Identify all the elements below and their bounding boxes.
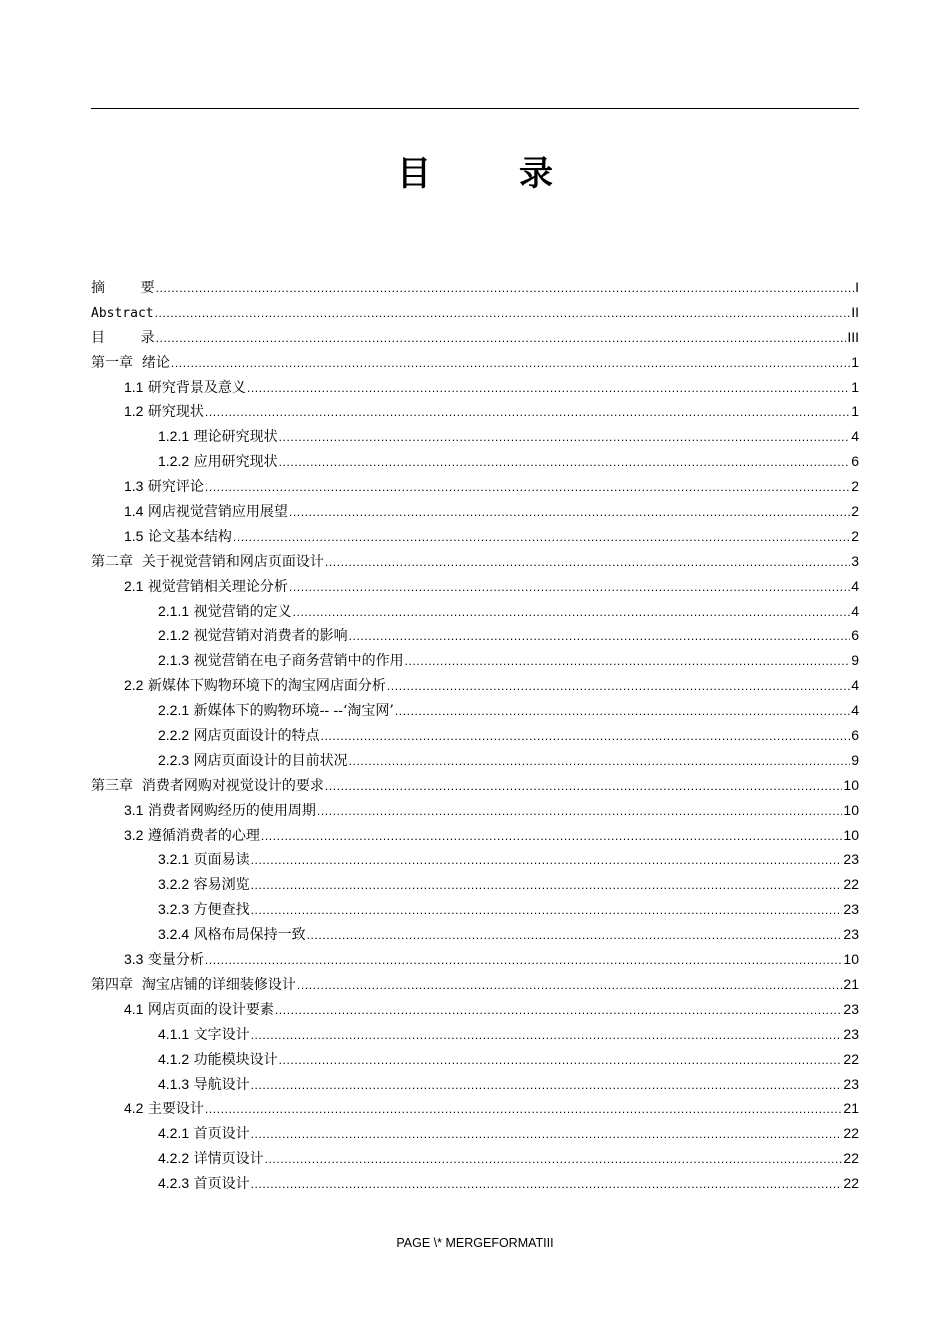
toc-dot-leader: [251, 848, 843, 873]
toc-page-number: 6: [851, 727, 859, 744]
toc-entry[interactable]: [91, 1022, 859, 1047]
toc-entry-text: 功能模块设计: [193, 1051, 278, 1068]
toc-page-number: 22: [843, 1050, 859, 1067]
toc-dot-leader: [251, 898, 843, 923]
toc-dot-leader: [349, 624, 851, 649]
toc-entry-number: 1.5: [124, 527, 144, 544]
toc-dot-leader: [293, 600, 851, 625]
toc-dot-leader: [155, 301, 851, 326]
toc-entry[interactable]: [91, 1047, 859, 1072]
toc-entry-title: [124, 399, 204, 425]
toc-entry-title: [124, 375, 246, 401]
toc-page-number: 22: [843, 1175, 859, 1192]
toc-entry-number: 2.1.3: [158, 652, 190, 669]
toc-entry-title: [91, 351, 170, 376]
toc-entry-text: 页面易读: [193, 852, 250, 869]
toc-entry-number: 2.1.1: [158, 602, 190, 619]
toc-entry[interactable]: [91, 897, 859, 922]
toc-entry-title: [124, 798, 316, 824]
toc-dot-leader: [251, 1122, 843, 1147]
header-rule: [91, 108, 859, 109]
toc-entry-text: 变量分析: [147, 952, 204, 969]
toc-entry-text: 视觉营销相关理论分析: [147, 578, 288, 595]
toc-dot-leader: [289, 500, 850, 525]
toc-page-number: 3: [851, 552, 859, 569]
toc-entry-title: [91, 326, 155, 351]
toc-entry-number: 3.2.2: [158, 876, 190, 893]
toc-entry-title: [124, 1096, 204, 1122]
toc-entry-text: 第一章 绪论: [91, 354, 170, 371]
toc-dot-leader: [205, 400, 850, 425]
toc-entry[interactable]: [91, 300, 859, 325]
toc-entry-title: [158, 723, 320, 749]
toc-entry[interactable]: [91, 623, 859, 648]
toc-dot-leader: [279, 1048, 843, 1073]
toc-page-number: II: [851, 303, 859, 320]
toc-entry-text: 遵循消费者的心理: [147, 827, 260, 844]
toc-entry-title: [158, 424, 278, 450]
toc-page-number: 23: [843, 901, 859, 918]
toc-entry-text: 文字设计: [193, 1026, 250, 1043]
toc-entry-title: [91, 276, 155, 301]
toc-entry-number: 3.2.1: [158, 851, 190, 868]
toc-entry-number: 1.1: [124, 378, 144, 395]
toc-page-number: 23: [843, 926, 859, 943]
toc-entry-text: 研究背景及意义: [147, 379, 246, 396]
toc-entry-number: 3.2.4: [158, 926, 190, 943]
toc-entry-text: 论文基本结构: [147, 528, 232, 545]
toc-entry-text: 详情页设计: [193, 1151, 264, 1168]
toc-entry-number: 4.2.3: [158, 1175, 190, 1192]
toc-dot-leader: [205, 1097, 843, 1122]
toc-page-number: 10: [843, 951, 859, 968]
toc-entry-number: 2.1.2: [158, 627, 190, 644]
title-char-2: 录: [519, 154, 553, 194]
toc-page-number: 21: [843, 1100, 859, 1117]
toc-page-number: 4: [851, 702, 859, 719]
toc-entry-text: 首页设计: [193, 1126, 250, 1143]
toc-page-number: 1: [851, 403, 859, 420]
toc-entry[interactable]: [91, 997, 859, 1022]
toc-entry[interactable]: [91, 698, 859, 723]
toc-dot-leader: [171, 351, 850, 376]
toc-dot-leader: [156, 326, 847, 351]
toc-entry-title: [158, 872, 250, 898]
toc-entry[interactable]: [91, 499, 859, 524]
toc-entry-title: [91, 973, 296, 998]
toc-dot-leader: [395, 699, 850, 724]
toc-page-number: 22: [843, 1125, 859, 1142]
toc-entry-number: 4.1.3: [158, 1075, 190, 1092]
toc-page-number: I: [855, 279, 859, 295]
toc-entry-text: 视觉营销的定义: [193, 603, 292, 620]
toc-entry-title: [124, 524, 232, 550]
toc-entry-number: 4.2.1: [158, 1125, 190, 1142]
toc-entry[interactable]: [91, 1171, 859, 1196]
toc-dot-leader: [279, 425, 851, 450]
toc-entry-text: 研究现状: [147, 404, 204, 421]
toc-entry-number: 2.1: [124, 577, 144, 594]
toc-entry[interactable]: [91, 474, 859, 499]
toc-entry-text: Abstract: [91, 305, 154, 321]
toc-entry-title: [158, 1047, 278, 1073]
toc-page-number: 10: [843, 801, 859, 818]
toc-entry-text: 应用研究现状: [193, 454, 278, 471]
toc-entry-number: 4.2.2: [158, 1150, 190, 1167]
toc-entry-text: 第四章 淘宝店铺的详细装修设计: [91, 976, 296, 993]
toc-page-number: 23: [843, 1075, 859, 1092]
toc-entry[interactable]: [91, 325, 859, 350]
toc-entry[interactable]: [91, 1096, 859, 1121]
toc-entry[interactable]: [91, 399, 859, 424]
toc-entry[interactable]: [91, 275, 859, 300]
toc-entry-text: 方便查找: [193, 902, 250, 919]
toc-page-number: 10: [843, 776, 859, 793]
toc-entry-text: 消费者网购经历的使用周期: [147, 802, 316, 819]
toc-entry-text: 第二章 关于视觉营销和网店页面设计: [91, 553, 324, 570]
toc-dot-leader: [205, 475, 850, 500]
toc-entry-title: [124, 947, 204, 973]
toc-entry[interactable]: [91, 847, 859, 872]
toc-entry-title: [158, 897, 250, 923]
toc-page-number: 23: [843, 851, 859, 868]
toc-page-number: 4: [851, 602, 859, 619]
toc-dot-leader: [387, 674, 850, 699]
toc-page-number: 4: [851, 677, 859, 694]
toc-entry[interactable]: [91, 449, 859, 474]
toc-entry-number: 4.1.1: [158, 1025, 190, 1042]
toc-entry-number: 2.2.3: [158, 751, 190, 768]
toc-entry-title: [158, 847, 250, 873]
toc-page-number: 6: [851, 453, 859, 470]
toc-entry-text: 风格布局保持一致: [193, 927, 306, 944]
toc-dot-leader: [265, 1147, 843, 1172]
toc-entry-title: [91, 774, 324, 799]
toc-entry-text: 研究评论: [147, 479, 204, 496]
toc-dot-leader: [261, 824, 843, 849]
toc-entry-text: 目 录: [91, 329, 155, 346]
toc-page-number: 22: [843, 1150, 859, 1167]
toc-entry-number: 1.2.1: [158, 428, 190, 445]
toc-entry-text: 新媒体下购物环境下的淘宝网店面分析: [147, 678, 386, 695]
toc-entry[interactable]: [91, 823, 859, 848]
toc-entry-text: 网店页面的设计要素: [147, 1001, 274, 1018]
toc-entry-title: [124, 474, 204, 500]
toc-entry-number: 1.2: [124, 403, 144, 420]
toc-entry-number: 2.2: [124, 677, 144, 694]
toc-entry-text: 第三章 消费者网购对视觉设计的要求: [91, 777, 324, 794]
toc-entry-title: [124, 823, 260, 849]
toc-entry-title: [158, 648, 404, 674]
toc-entry[interactable]: [91, 1146, 859, 1171]
toc-dot-leader: [325, 774, 843, 799]
toc-page-number: 1: [851, 353, 859, 370]
toc-page-number: 23: [843, 1000, 859, 1017]
toc-entry[interactable]: [91, 350, 859, 375]
toc-dot-leader: [405, 649, 851, 674]
toc-entry-title: [158, 1146, 264, 1172]
toc-entry-text: 摘 要: [91, 280, 155, 296]
toc-entry-number: 3.1: [124, 801, 144, 818]
toc-page-number: 2: [851, 478, 859, 495]
toc-dot-leader: [247, 376, 850, 401]
toc-entry-title: [124, 997, 274, 1023]
toc-entry-number: 4.2: [124, 1100, 144, 1117]
toc-dot-leader: [156, 276, 855, 301]
toc-entry[interactable]: [91, 723, 859, 748]
toc-entry-title: [158, 1171, 250, 1197]
toc-dot-leader: [251, 1023, 843, 1048]
title-char-1: 目: [397, 154, 431, 194]
toc-entry-title: [124, 574, 288, 600]
toc-page-number: 4: [851, 428, 859, 445]
toc-entry[interactable]: [91, 972, 859, 997]
toc-entry-title: [124, 499, 288, 525]
toc-entry-text: 新媒体下的购物环境-- --‘淘宝网’: [193, 703, 394, 720]
toc-page-number: III: [847, 328, 859, 345]
toc-entry[interactable]: [91, 524, 859, 549]
toc-entry[interactable]: [91, 424, 859, 449]
toc-entry-title: [158, 449, 278, 475]
toc-entry[interactable]: [91, 922, 859, 947]
toc-dot-leader: [251, 1073, 843, 1098]
toc-entry[interactable]: [91, 748, 859, 773]
toc-entry-text: 视觉营销在电子商务营销中的作用: [193, 653, 404, 670]
toc-entry-title: [158, 1072, 250, 1098]
toc-entry-number: 1.3: [124, 478, 144, 495]
toc-entry[interactable]: [91, 549, 859, 574]
toc-entry-title: [158, 748, 348, 774]
toc-entry-number: 1.2.2: [158, 453, 190, 470]
toc-dot-leader: [297, 973, 843, 998]
table-of-contents: [91, 275, 859, 1196]
toc-entry-title: [158, 1022, 250, 1048]
toc-entry[interactable]: [91, 773, 859, 798]
toc-entry-text: 视觉营销对消费者的影响: [193, 628, 348, 645]
toc-page-number: 10: [843, 826, 859, 843]
toc-page-number: 21: [843, 975, 859, 992]
toc-dot-leader: [349, 749, 851, 774]
toc-entry[interactable]: [91, 599, 859, 624]
toc-entry-number: 1.4: [124, 503, 144, 520]
toc-entry-title: [158, 623, 348, 649]
toc-entry[interactable]: [91, 375, 859, 400]
toc-entry-title: [158, 922, 306, 948]
toc-entry-text: 理论研究现状: [193, 429, 278, 446]
toc-page-number: 4: [851, 577, 859, 594]
toc-dot-leader: [279, 450, 851, 475]
toc-entry-number: 3.3: [124, 951, 144, 968]
toc-entry-title: [158, 698, 394, 724]
page-title: [0, 146, 950, 195]
toc-entry-text: 网店视觉营销应用展望: [147, 504, 288, 521]
toc-dot-leader: [289, 575, 850, 600]
toc-entry-text: 主要设计: [147, 1101, 204, 1118]
toc-page-number: 1: [851, 378, 859, 395]
toc-entry-number: 2.2.1: [158, 702, 190, 719]
toc-page-number: 9: [851, 652, 859, 669]
toc-entry-text: 网店页面设计的特点: [193, 728, 320, 745]
toc-entry[interactable]: [91, 648, 859, 673]
toc-entry[interactable]: [91, 1121, 859, 1146]
toc-entry-title: [91, 302, 154, 327]
toc-entry-text: 容易浏览: [193, 877, 250, 894]
toc-entry-title: [158, 599, 292, 625]
toc-entry-number: 3.2.3: [158, 901, 190, 918]
toc-entry[interactable]: [91, 673, 859, 698]
toc-dot-leader: [317, 799, 843, 824]
toc-entry-title: [124, 673, 386, 699]
toc-dot-leader: [251, 1172, 843, 1197]
toc-page-number: 6: [851, 627, 859, 644]
toc-dot-leader: [251, 873, 843, 898]
toc-entry-number: 4.1: [124, 1000, 144, 1017]
toc-entry-title: [91, 550, 324, 575]
toc-entry-text: 网店页面设计的目前状况: [193, 752, 348, 769]
toc-entry-number: 2.2.2: [158, 727, 190, 744]
toc-entry-text: 首页设计: [193, 1176, 250, 1193]
toc-entry[interactable]: [91, 798, 859, 823]
toc-dot-leader: [233, 525, 850, 550]
toc-dot-leader: [307, 923, 843, 948]
toc-dot-leader: [321, 724, 851, 749]
toc-page-number: 2: [851, 527, 859, 544]
toc-dot-leader: [205, 948, 843, 973]
toc-entry[interactable]: [91, 872, 859, 897]
toc-dot-leader: [325, 550, 850, 575]
page-footer: PAGE \* MERGEFORMATIII: [396, 1236, 554, 1250]
toc-page-number: 22: [843, 876, 859, 893]
toc-entry-number: 3.2: [124, 826, 144, 843]
toc-dot-leader: [275, 998, 843, 1023]
toc-entry-text: 导航设计: [193, 1076, 250, 1093]
toc-entry[interactable]: [91, 574, 859, 599]
toc-page-number: 9: [851, 751, 859, 768]
toc-entry[interactable]: [91, 1072, 859, 1097]
toc-entry-title: [158, 1121, 250, 1147]
toc-page-number: 2: [851, 503, 859, 520]
toc-entry[interactable]: [91, 947, 859, 972]
toc-page-number: 23: [843, 1025, 859, 1042]
toc-entry-number: 4.1.2: [158, 1050, 190, 1067]
